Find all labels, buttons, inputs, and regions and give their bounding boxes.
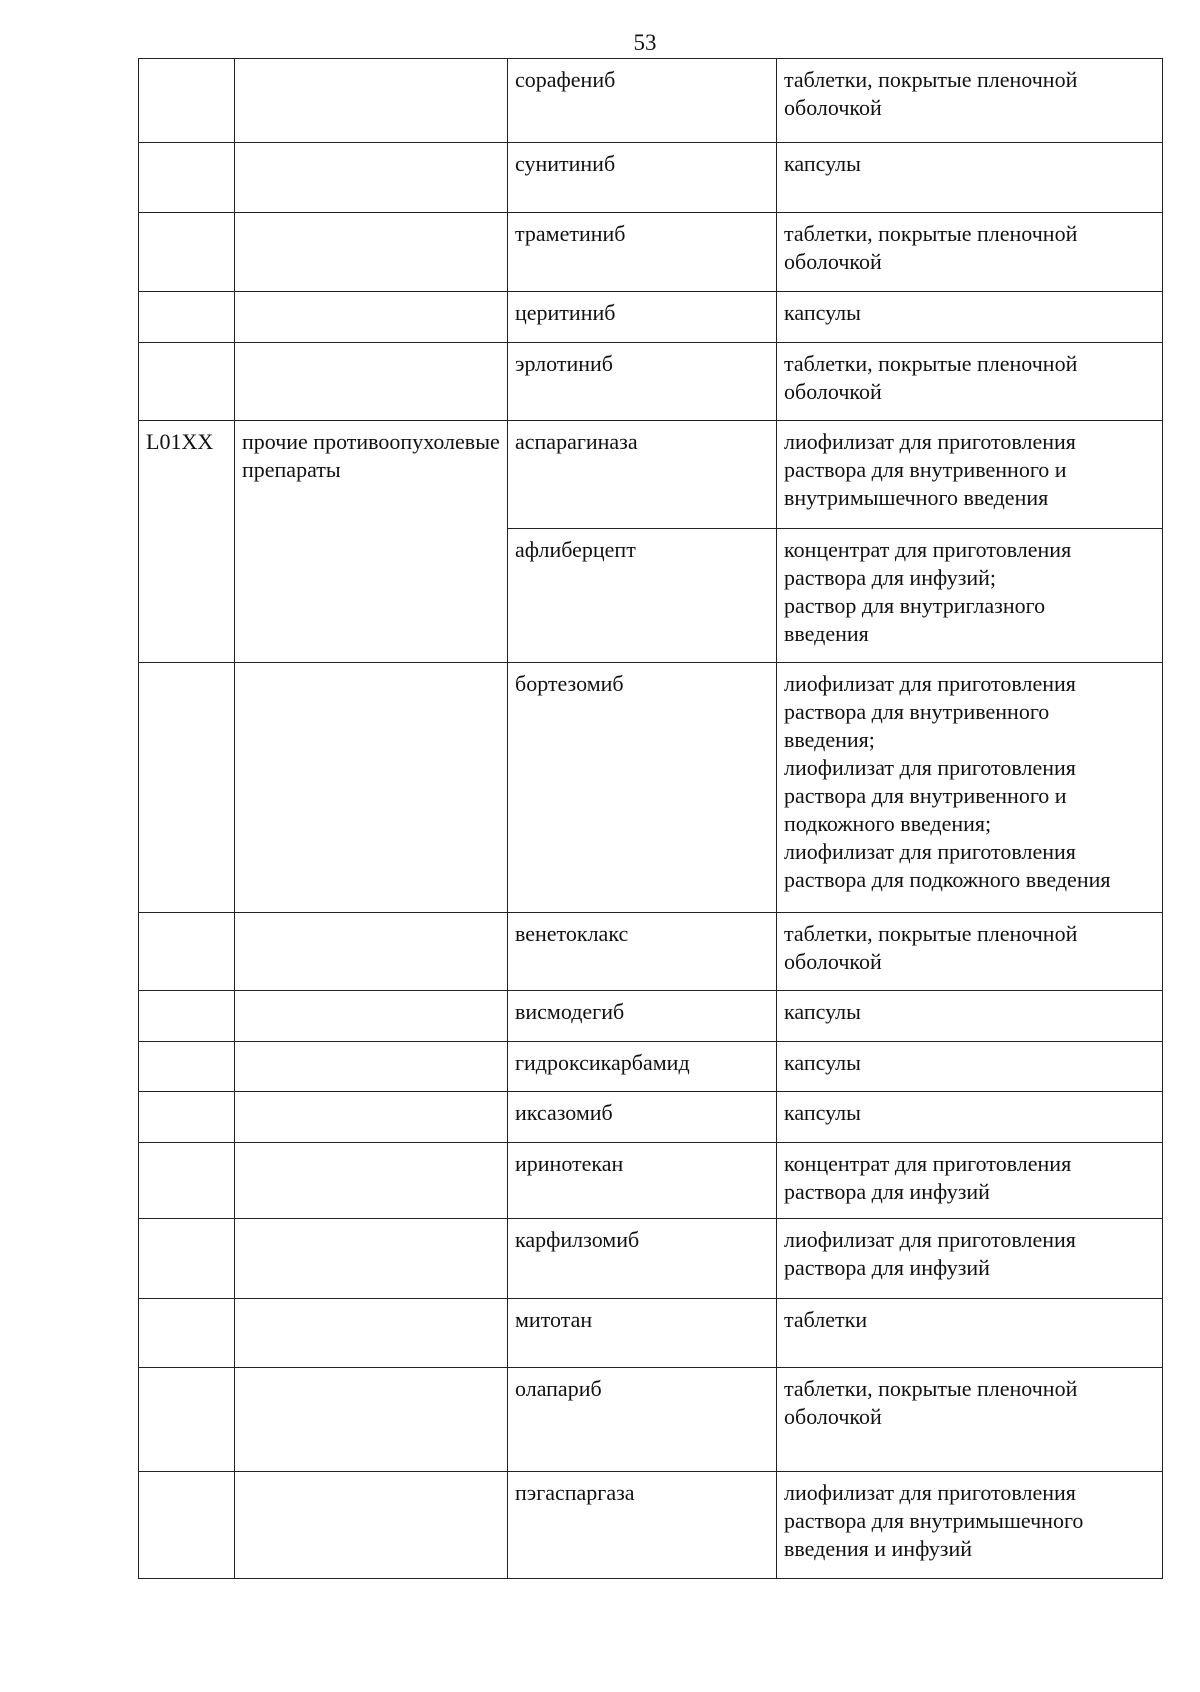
- drug-name-cell: церитиниб: [508, 292, 777, 343]
- dosage-form-cell: [777, 1042, 1163, 1092]
- atc-code-cell: [139, 59, 235, 143]
- anatomical-group-cell: [235, 59, 508, 143]
- drug-name-cell: иринотекан: [508, 1143, 777, 1219]
- drug-name-cell: пэгаспаргаза: [508, 1472, 777, 1579]
- dosage-form-line: концентрат для приготовления: [784, 537, 1072, 562]
- anatomical-group-cell: [235, 1092, 508, 1143]
- dosage-form-line: введения;: [784, 727, 875, 752]
- dosage-form-line: таблетки, покрытые пленочной: [784, 1376, 1078, 1401]
- table-row: [139, 991, 1163, 1042]
- atc-code-cell: [139, 1092, 235, 1143]
- dosage-form-line: оболочкой: [784, 379, 882, 404]
- dosage-form-line: раствора для внутривенного: [784, 699, 1050, 724]
- table-row: [139, 1042, 1163, 1092]
- atc-code-cell: [139, 1219, 235, 1299]
- table-row: [139, 1472, 1163, 1579]
- dosage-form-cell: [777, 59, 1163, 143]
- atc-code-cell: [139, 1472, 235, 1579]
- dosage-form-line: оболочкой: [784, 949, 882, 974]
- page-number: 53: [633, 30, 657, 55]
- dosage-form-cell: [777, 529, 1163, 663]
- drug-name-cell: висмодегиб: [508, 991, 777, 1042]
- anatomical-group-cell: [235, 1299, 508, 1368]
- atc-code-cell: L01XX: [139, 421, 235, 663]
- anatomical-group-cell: прочие противоопухолевые препараты: [235, 421, 508, 663]
- table-row: [139, 213, 1163, 292]
- dosage-form-cell: [777, 913, 1163, 991]
- dosage-form-line: раствора для внутримышечного: [784, 1508, 1084, 1533]
- dosage-form-line: лиофилизат для приготовления: [784, 1227, 1076, 1252]
- dosage-form-cell: [777, 991, 1163, 1042]
- dosage-form-line: таблетки, покрытые пленочной: [784, 221, 1078, 246]
- dosage-form-cell: [777, 421, 1163, 529]
- drug-name-cell: аспарагиназа: [508, 421, 777, 529]
- table-row: [139, 292, 1163, 343]
- dosage-form-cell: [777, 343, 1163, 421]
- drug-name-cell: эрлотиниб: [508, 343, 777, 421]
- dosage-form-line: капсулы: [784, 1100, 861, 1125]
- anatomical-group-cell: [235, 213, 508, 292]
- dosage-form-line: введения и инфузий: [784, 1536, 973, 1561]
- atc-code-cell: [139, 913, 235, 991]
- anatomical-group-cell: [235, 292, 508, 343]
- drug-name-cell: митотан: [508, 1299, 777, 1368]
- dosage-form-line: лиофилизат для приготовления: [784, 671, 1076, 696]
- anatomical-group-cell: [235, 1472, 508, 1579]
- table-row: [139, 913, 1163, 991]
- drug-table: [138, 58, 1163, 1579]
- drug-name-cell: афлиберцепт: [508, 529, 777, 663]
- dosage-form-line: концентрат для приготовления: [784, 1151, 1072, 1176]
- dosage-form-line: оболочкой: [784, 249, 882, 274]
- dosage-form-line: раствора для подкожного введения: [784, 867, 1111, 892]
- anatomical-group-cell: [235, 913, 508, 991]
- table-body: [139, 59, 1163, 1579]
- atc-code-cell: [139, 1042, 235, 1092]
- drug-name-cell: сорафениб: [508, 59, 777, 143]
- atc-code-cell: [139, 1143, 235, 1219]
- dosage-form-line: раствора для инфузий: [784, 1255, 990, 1280]
- anatomical-group-cell: [235, 991, 508, 1042]
- dosage-form-cell: [777, 292, 1163, 343]
- table-row: [139, 1219, 1163, 1299]
- atc-code-cell: [139, 1299, 235, 1368]
- anatomical-group-cell: [235, 1143, 508, 1219]
- dosage-form-cell: [777, 1219, 1163, 1299]
- dosage-form-cell: [777, 1299, 1163, 1368]
- drug-name-cell: иксазомиб: [508, 1092, 777, 1143]
- dosage-form-cell: [777, 143, 1163, 213]
- dosage-form-cell: [777, 663, 1163, 913]
- dosage-form-line: лиофилизат для приготовления: [784, 755, 1076, 780]
- anatomical-group-cell: [235, 1219, 508, 1299]
- drug-name-cell: бортезомиб: [508, 663, 777, 913]
- dosage-form-cell: [777, 1472, 1163, 1579]
- table-row: [139, 1299, 1163, 1368]
- table-row: [139, 1092, 1163, 1143]
- table-row: [139, 143, 1163, 213]
- anatomical-group-cell: [235, 1368, 508, 1472]
- drug-name-cell: траметиниб: [508, 213, 777, 292]
- dosage-form-line: капсулы: [784, 1050, 861, 1075]
- dosage-form-line: капсулы: [784, 300, 861, 325]
- anatomical-group-cell: [235, 343, 508, 421]
- atc-code-cell: [139, 663, 235, 913]
- dosage-form-line: оболочкой: [784, 95, 882, 120]
- dosage-form-line: оболочкой: [784, 1404, 882, 1429]
- dosage-form-line: лиофилизат для приготовления: [784, 429, 1076, 454]
- dosage-form-line: таблетки, покрытые пленочной: [784, 921, 1078, 946]
- table-row: [139, 421, 1163, 529]
- dosage-form-line: раствора для внутривенного и: [784, 783, 1067, 808]
- dosage-form-line: введения: [784, 621, 869, 646]
- dosage-form-line: таблетки, покрытые пленочной: [784, 351, 1078, 376]
- dosage-form-line: подкожного введения;: [784, 811, 992, 836]
- table-row: [139, 1143, 1163, 1219]
- atc-code-cell: [139, 991, 235, 1042]
- dosage-form-line: капсулы: [784, 999, 861, 1024]
- table-row: [139, 59, 1163, 143]
- atc-code-cell: [139, 1368, 235, 1472]
- drug-name-cell: сунитиниб: [508, 143, 777, 213]
- dosage-form-cell: [777, 1092, 1163, 1143]
- dosage-form-line: капсулы: [784, 151, 861, 176]
- dosage-form-line: раствора для внутривенного и: [784, 457, 1067, 482]
- atc-code-cell: [139, 343, 235, 421]
- dosage-form-line: внутримышечного введения: [784, 485, 1049, 510]
- atc-code-cell: [139, 213, 235, 292]
- atc-code-cell: [139, 292, 235, 343]
- anatomical-group-cell: [235, 1042, 508, 1092]
- dosage-form-cell: [777, 1368, 1163, 1472]
- drug-name-cell: олапариб: [508, 1368, 777, 1472]
- dosage-form-line: раствора для инфузий;: [784, 565, 997, 590]
- dosage-form-line: раствора для инфузий: [784, 1179, 990, 1204]
- dosage-form-cell: [777, 213, 1163, 292]
- dosage-form-line: таблетки: [784, 1307, 868, 1332]
- table-row: [139, 343, 1163, 421]
- table-row: [139, 1368, 1163, 1472]
- atc-code-cell: [139, 143, 235, 213]
- table-row: [139, 663, 1163, 913]
- dosage-form-line: раствор для внутриглазного: [784, 593, 1046, 618]
- dosage-form-line: лиофилизат для приготовления: [784, 839, 1076, 864]
- dosage-form-line: лиофилизат для приготовления: [784, 1480, 1076, 1505]
- dosage-form-line: таблетки, покрытые пленочной: [784, 67, 1078, 92]
- anatomical-group-cell: [235, 663, 508, 913]
- anatomical-group-cell: [235, 143, 508, 213]
- drug-name-cell: гидроксикарбамид: [508, 1042, 777, 1092]
- drug-name-cell: венетоклакс: [508, 913, 777, 991]
- dosage-form-cell: [777, 1143, 1163, 1219]
- drug-name-cell: карфилзомиб: [508, 1219, 777, 1299]
